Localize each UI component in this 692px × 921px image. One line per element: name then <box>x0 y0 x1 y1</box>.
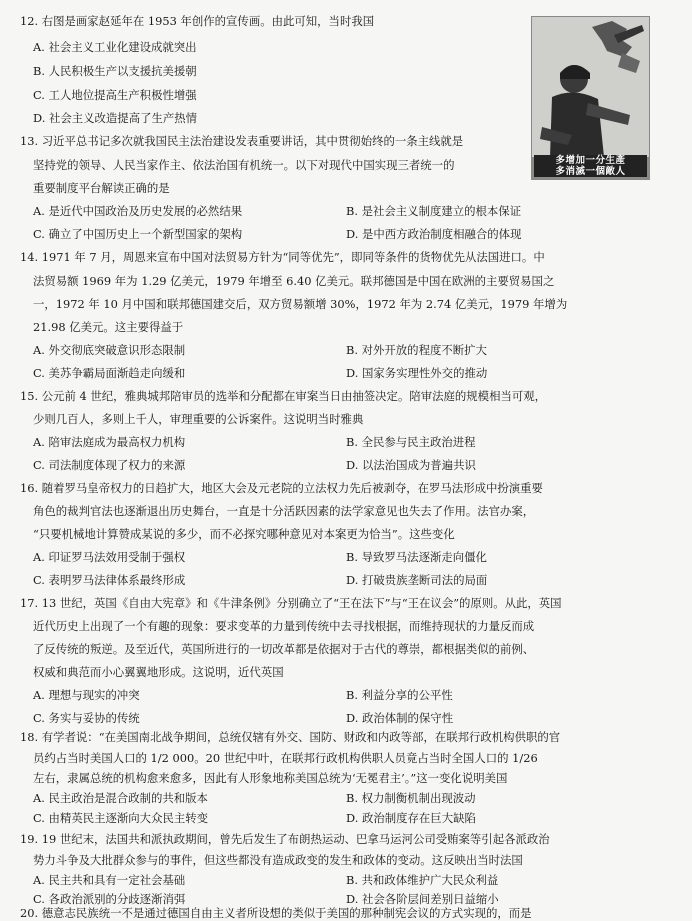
question-17-option-d: D. 政治体制的保守性 <box>346 711 454 725</box>
question-13-stem-line-2: 坚持党的领导、人民当家作主、依法治国有机统一。以下对现代中国实现三者统一的 <box>33 158 455 172</box>
question-16-stem-line-2: 角色的裁判官法也逐渐退出历史舞台，一直是十分活跃因素的法学家意见也失去了作用。法官办案， <box>33 504 535 518</box>
question-19-stem-line-1: 19. 19 世纪末，法国共和派执政期间，曾先后发生了布朗热运动、巴拿马运河公司受贿案等引起各派政治 <box>20 832 550 846</box>
question-17-stem-line-4: 权威和典范而小心翼翼地形成。这说明，近代英国 <box>33 665 284 679</box>
question-18-stem-line-1: 18. 有学者说：“在美国南北战争期间，总统仅辖有外交、国防、财政和内政等部，在联邦行政机构供职的官 <box>20 730 561 744</box>
question-14-option-a: A. 外交彻底突破意识形态限制 <box>33 343 186 357</box>
question-12-option-d: D. 社会主义改造提高了生产热情 <box>33 111 198 125</box>
poster-caption-line-1: 多增加一分生產 <box>534 155 647 166</box>
question-14-option-d: D. 国家务实理性外交的推动 <box>346 366 488 380</box>
propaganda-poster-image <box>531 16 650 180</box>
question-12-option-b: B. 人民积极生产以支援抗美援朝 <box>33 64 197 78</box>
question-18-stem-line-3: 左右，隶属总统的机构愈来愈多，因此有人形象地称美国总统为‘无冕君主’。”这一变化说明美国 <box>33 771 508 785</box>
question-19-stem-line-2: 势力斗争及大批群众参与的事件，但这些都没有造成政变的发生和政体的变动。这反映出当时法国 <box>33 853 523 867</box>
question-15-stem-line-2: 少则几百人，多则上千人，审理重要的公诉案件。这说明当时雅典 <box>33 412 364 426</box>
question-13-option-a: A. 是近代中国政治及历史发展的必然结果 <box>33 204 243 218</box>
question-13-option-c: C. 确立了中国历史上一个新型国家的架构 <box>33 227 243 241</box>
question-17-stem-line-2: 近代历史上出现了一个有趣的现象：要求变革的力量到传统中去寻找根据，而维持现状的力量反而成 <box>33 619 535 633</box>
question-19-option-a: A. 民主共和具有一定社会基础 <box>33 873 186 887</box>
question-17-stem-line-3: 了反传统的叛逆。及至近代，英国所进行的一切改革都是依据对于古代的尊崇，都根据类似的前例、 <box>33 642 535 656</box>
question-16-option-a: A. 印证罗马法效用受制于强权 <box>33 550 186 564</box>
question-15-option-a: A. 陪审法庭成为最高权力机构 <box>33 435 186 449</box>
question-16-stem-line-3: “只要机械地计算赞成某说的多少，而不必探究哪种意见对本案更为恰当”。这些变化 <box>33 527 455 541</box>
question-20-stem-line-1: 20. 德意志民族统一不是通过德国自由主义者所设想的类似于美国的那种制宪会议的方式实现的，而是 <box>20 906 532 920</box>
question-19-option-b: B. 共和政体维护广大民众利益 <box>346 873 499 887</box>
question-16-option-c: C. 表明罗马法律体系最终形成 <box>33 573 186 587</box>
question-16-stem-line-1: 16. 随着罗马皇帝权力的日趋扩大，地区大会及元老院的立法权力先后被剥夺，在罗马法形成中扮演重要 <box>20 481 543 495</box>
question-17-option-a: A. 理想与现实的冲突 <box>33 688 140 702</box>
question-19-option-c: C. 各政治派别的分歧逐渐消弭 <box>33 892 186 906</box>
question-12-option-c: C. 工人地位提高生产积极性增强 <box>33 88 197 102</box>
question-17-option-b: B. 利益分享的公平性 <box>346 688 453 702</box>
question-14-stem-line-2: 法贸易额 1969 年为 1.29 亿美元，1979 年增至 6.40 亿美元。联邦德国是中国在欧洲的主要贸易国之 <box>33 274 555 288</box>
question-18-option-b: B. 权力制衡机制出现波动 <box>346 791 476 805</box>
question-17-option-c: C. 务实与妥协的传统 <box>33 711 140 725</box>
question-13-stem-line-1: 13. 习近平总书记多次就我国民主法治建设发表重要讲话，其中贯彻始终的一条主线就是 <box>20 134 464 148</box>
question-14-stem-line-4: 21.98 亿美元。这主要得益于 <box>33 320 184 334</box>
question-12-option-a: A. 社会主义工业化建设成就突出 <box>33 40 197 54</box>
question-17-stem-line-1: 17. 13 世纪，英国《自由大宪章》和《牛津条例》分别确立了“王在法下”与“王在议会”的原则。从此，英国 <box>20 596 562 610</box>
question-15-option-c: C. 司法制度体现了权力的来源 <box>33 458 186 472</box>
question-15-option-b: B. 全民参与民主政治进程 <box>346 435 476 449</box>
question-16-option-d: D. 打破贵族垄断司法的局面 <box>346 573 488 587</box>
poster-caption-line-2: 多消滅一個敵人 <box>534 166 647 177</box>
question-13-option-b: B. 是社会主义制度建立的根本保证 <box>346 204 522 218</box>
question-14-option-c: C. 美苏争霸局面渐趋走向缓和 <box>33 366 186 380</box>
question-18-option-c: C. 由精英民主逐渐向大众民主转变 <box>33 811 209 825</box>
question-12-stem: 12. 右图是画家赵延年在 1953 年创作的宣传画。由此可知，当时我国 <box>20 14 375 28</box>
question-14-stem-line-1: 14. 1971 年 7 月，周恩来宣布中国对法贸易方针为“同等优先”，即同等条件的货物优先从法国进口。中 <box>20 250 545 264</box>
question-18-option-d: D. 政治制度存在巨大缺陷 <box>346 811 476 825</box>
question-18-option-a: A. 民主政治是混合政制的共和版本 <box>33 791 208 805</box>
question-13-option-d: D. 是中西方政治制度相融合的体现 <box>346 227 522 241</box>
question-14-stem-line-3: 一，1972 年 10 月中国和联邦德国建交后，双方贸易额增 30%，1972 年为 2.74 亿美元，1979 年增为 <box>33 297 568 311</box>
question-15-option-d: D. 以法治国成为普遍共识 <box>346 458 476 472</box>
question-18-stem-line-2: 员约占当时美国人口的 1/2 000。20 世纪中叶，在联邦行政机构供职人员竟占当时全国人口的 1/26 <box>33 751 538 765</box>
question-15-stem-line-1: 15. 公元前 4 世纪，雅典城邦陪审员的选举和分配都在审案当日由抽签决定。陪审法庭的规模相当可观， <box>20 389 547 403</box>
question-14-option-b: B. 对外开放的程度不断扩大 <box>346 343 487 357</box>
question-13-stem-line-3: 重要制度平台解读正确的是 <box>33 181 170 195</box>
question-19-option-d: D. 社会各阶层间差别日益缩小 <box>346 892 499 906</box>
question-16-option-b: B. 导致罗马法逐渐走向僵化 <box>346 550 487 564</box>
